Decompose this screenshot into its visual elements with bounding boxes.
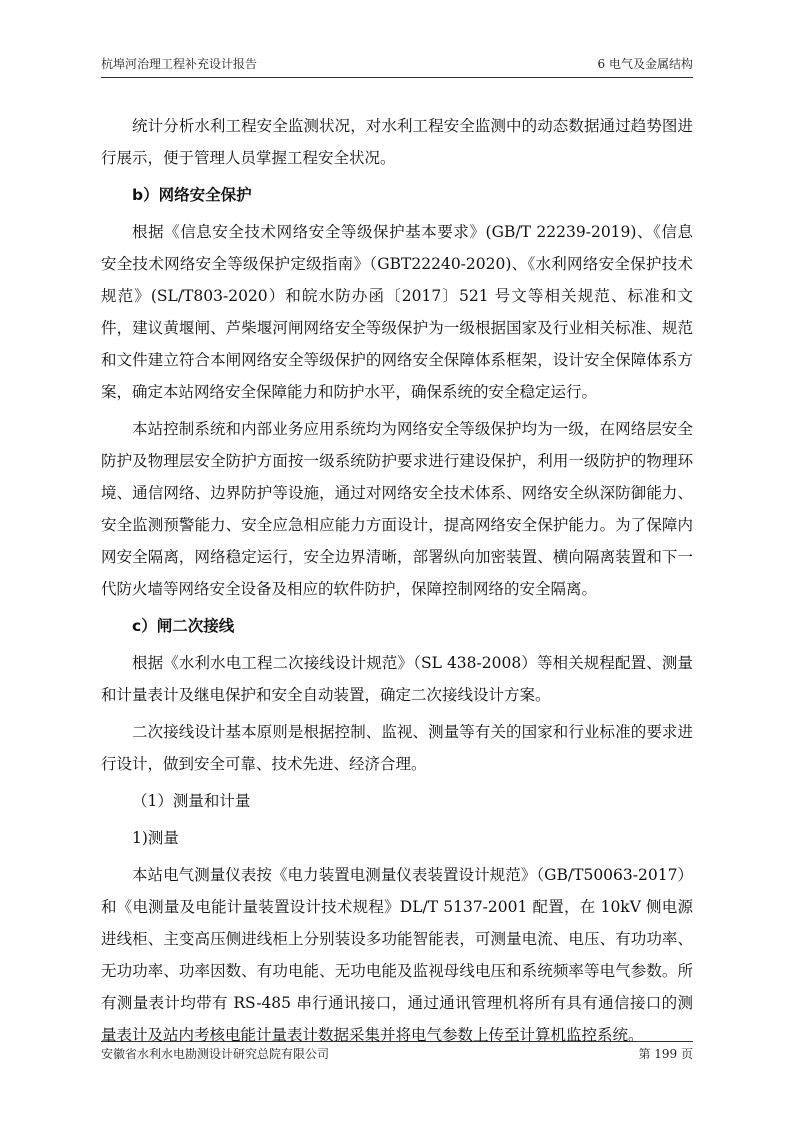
- header-rule: [101, 77, 693, 78]
- footer-organization: 安徽省水利水电勘测设计研究总院有限公司: [101, 1047, 330, 1061]
- paragraph-monitoring: 统计分析水利工程安全监测状况，对水利工程安全监测中的动态数据通过趋势图进行展示，便于管理人员掌握工程安全状况。: [101, 117, 693, 167]
- section-heading-network-security: b）网络安全保护: [132, 186, 252, 204]
- footer-page-number: 第 199 页: [638, 1047, 693, 1061]
- paragraph-network-security-level: 本站控制系统和内部业务应用系统均为网络安全等级保护均为一级，在网络层安全防护及物理层安全防护方面按一级系统防护要求进行建设保护，利用一级防护的物理环境、通信网络、边界防护等设施，通过对网络安全技术体系、网络安全纵深防御能力、安全监测预警能力、安全应急相应能力方面设计，提高网络安全保护能力。为了保障内网安全隔离，网络稳定运行，安全边界清晰，部署纵向加密装置、横向隔离装置和下一代防火墙等网络安全设备及相应的软件防护，保障控制网络的安全隔离。: [101, 420, 693, 598]
- header-chapter-title: 6 电气及金属结构: [597, 57, 693, 71]
- page-header: [101, 55, 693, 73]
- paragraph-wiring-principles: 二次接线设计基本原则是根据控制、监视、测量等有关的国家和行业标准的要求进行设计，做到安全可靠、技术先进、经济合理。: [101, 723, 693, 773]
- paragraph-measurement-instruments: 本站电气测量仪表按《电力装置电测量仪表装置设计规范》（GB/T50063-2017）和《电测量及电能计量装置设计技术规程》DL/T 5137-2001 配置，在 10kV 侧电源进线柜、主变高压侧进线柜上分别装设多功能智能表，可测量电流、电压、有功功率、无功功率、功率因数、有功电能、无功电能及监视母线电压和系统频率等电气参数。所有测量表计均带有 RS-485 串行通讯接口，通过通讯管理机将所有具有通信接口的测量表计及站内考核电能计量表计数据采集并将电气参数上传至计算机监控系统。: [101, 866, 693, 1044]
- page-footer: [101, 1045, 693, 1063]
- subheading-measurement: 1)测量: [132, 829, 179, 847]
- paragraph-network-security-standards: 根据《信息安全技术网络安全等级保护基本要求》(GB/T 22239-2019)、《信息安全技术网络安全等级保护定级指南》（GBT22240-2020)、《水利网络安全保护技术规范》(SL/T803-2020）和皖水防办函〔2017〕521 号文等相关规范、标准和文件，建议黄堰闸、芦柴堰河闸网络安全等级保护为一级根据国家及行业相关标准、规范和文件建立符合本闸网络安全等级保护的网络安全保障体系框架，设计安全保障体系方案，确定本站网络安全保障能力和防护水平，确保系统的安全稳定运行。: [101, 223, 693, 401]
- footer-rule: [101, 1041, 693, 1042]
- document-body: [101, 110, 693, 1051]
- subheading-measurement-metering: （1）测量和计量: [132, 792, 251, 810]
- paragraph-wiring-standards: 根据《水利水电工程二次接线设计规范》（SL 438-2008）等相关规程配置、测量和计量表计及继电保护和安全自动装置，确定二次接线设计方案。: [101, 654, 693, 704]
- header-report-title: 杭埠河治理工程补充设计报告: [101, 57, 258, 71]
- section-heading-secondary-wiring: c）闸二次接线: [132, 617, 235, 635]
